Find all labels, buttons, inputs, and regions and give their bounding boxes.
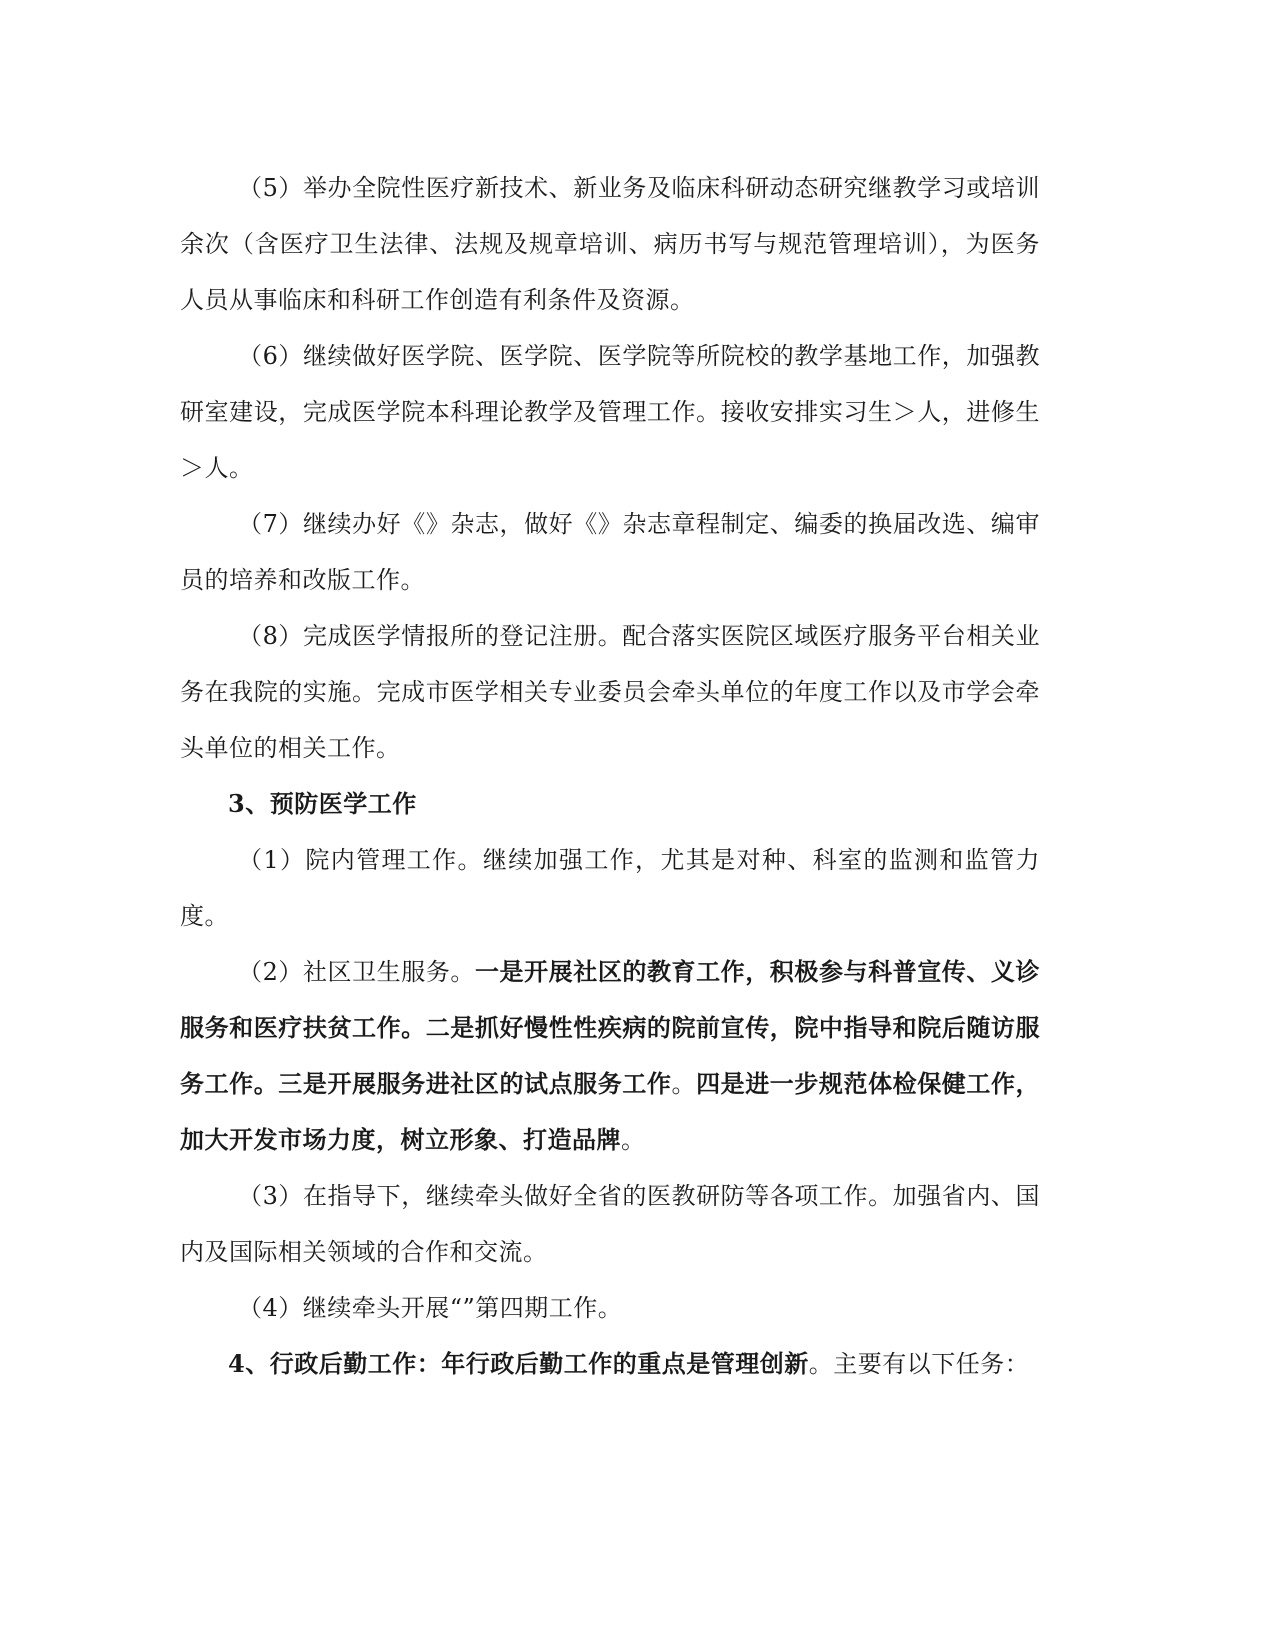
paragraph-item-8: （8）完成医学情报所的登记注册。配合落实医院区域医疗服务平台相关业务在我院的实施。完成市医学相关专业委员会牵头单位的年度工作以及市学会牵头单位的相关工作。 [180,622,1040,762]
section-4-heading-rest: 。主要有以下任务： [808,1350,1030,1378]
section-3-item-2-bold-1: 一是开展社区的教育工作，积极参与科普宣传、义诊服务和医疗扶贫工作。二是抓好慢性性疾病的院前宣传，院中指导和院后随访服务工作。三是开展服务进社区的试点服务工作 [180,957,1040,1098]
paragraph-item-6: （6）继续做好医学院、医学院、医学院等所院校的教学基地工作，加强教研室建设，完成医学院本科理论教学及管理工作。接收安排实习生＞人，进修生＞人。 [180,342,1040,482]
section-3-item-1: （1）院内管理工作。继续加强工作，尤其是对种、科室的监测和监管力度。 [180,846,1040,930]
section-4-heading [180,1336,1040,1392]
paragraph-item-5: （5）举办全院性医疗新技术、新业务及临床科研动态研究继教学习或培训余次（含医疗卫生法律、法规及规章培训、病历书写与规范管理培训），为医务人员从事临床和科研工作创造有利条件及资源。 [180,174,1040,314]
section-3-item-4: （4）继续牵头开展“”第四期工作。 [238,1294,623,1322]
section-3-item-2-separator: 。 [671,1070,697,1098]
section-3-item-3: （3）在指导下，继续牵头做好全省的医教研防等各项工作。加强省内、国内及国际相关领域的合作和交流。 [180,1182,1040,1266]
section-4-heading-bold: 4、行政后勤工作：年行政后勤工作的重点是管理创新 [228,1349,809,1378]
section-3-heading: 3、预防医学工作 [228,789,417,818]
section-3-item-2-lead: （2）社区卫生服务。 [238,958,475,986]
section-3-item-2-end: 。 [621,1126,646,1154]
section-3-item-2-bold-2: 四是进一步规范体检保健工作，加大开发市场力度，树立形象、打造品牌 [180,1069,1041,1154]
section-3-item-2 [180,944,1040,1168]
paragraph-item-7: （7）继续办好《》杂志，做好《》杂志章程制定、编委的换届改选、编审员的培养和改版工作。 [180,510,1040,594]
document-page [180,160,1040,1392]
